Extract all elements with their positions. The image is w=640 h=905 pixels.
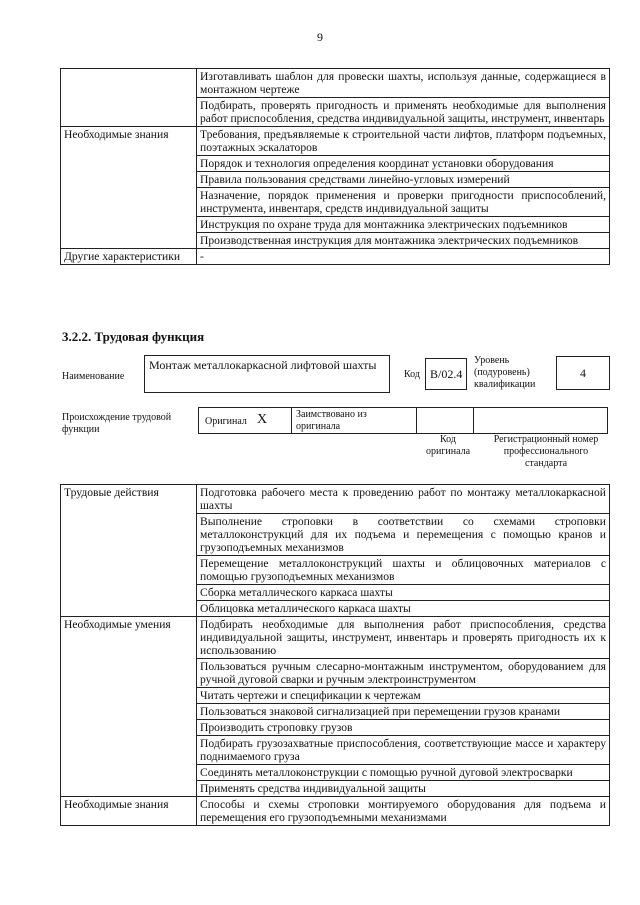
table-cell: Читать чертежи и спецификации к чертежам [197,688,610,704]
table-cell: - [197,249,610,265]
reg-number-cell [474,408,608,433]
table-cell: Подбирать, проверять пригодность и применять необходимые для выполнения работ приспособления, средства индивидуальной защиты, инструмент, инвентарь [197,98,610,127]
table-row [61,127,610,156]
page-number: 9 [317,30,323,44]
table-row [61,617,610,659]
table-cell: Применять средства индивидуальной защиты [197,781,610,797]
table-row [61,797,610,826]
level-value-box [556,356,610,390]
table-cell: Производить строповку грузов [197,720,610,736]
table-cell: Выполнение строповки в соответствии со схемами строповки металлоконструкций для их подъема и перемещения с помощью кранов и грузоподъемных механизмов [197,514,610,556]
level-label: Уровень (подуровень) квалификации [474,355,536,390]
origin-row [198,407,608,434]
reg-caption: Регистрационный номер профессионального стандарта [493,434,599,469]
row-header: Необходимые умения [61,617,197,797]
original-cell [198,408,292,433]
original-mark: X [257,412,268,427]
table-row [61,69,610,98]
table-cell: Назначение, порядок применения и проверки пригодности приспособлений, инструмента, инвентаря, средств индивидуальной защиты [197,188,610,217]
borrowed-label: Заимствовано из оригинала [296,409,367,432]
code-value-box [425,358,467,390]
name-value: Монтаж металлокаркасной лифтовой шахты [149,358,377,372]
row-header: Трудовые действия [61,485,197,617]
labor-function-table [60,484,610,826]
name-value-box [144,355,390,393]
table-cell: Правила пользования средствами линейно-угловых измерений [197,172,610,188]
code-caption: Код оригинала [425,434,471,457]
table-cell: Подбирать грузозахватные приспособления, соответствующие массе и характеру поднимаемого груза [197,736,610,765]
code-value: B/02.4 [430,367,463,381]
origin-label: Происхождение трудовой функции [62,412,172,435]
origin-code-cell [417,408,474,433]
table-cell: Сборка металлического каркаса шахты [197,585,610,601]
original-label: Оригинал [205,416,247,427]
table2-body [61,485,610,826]
table1-body [61,69,610,265]
table-row [61,485,610,514]
row-header: Необходимые знания [61,127,197,249]
row-header: Необходимые знания [61,797,197,826]
table-cell: Соединять металлоконструкции с помощью ручной дуговой электросварки [197,765,610,781]
table-cell: Пользоваться знаковой сигнализацией при перемещении грузов кранами [197,704,610,720]
level-value: 4 [580,366,586,380]
table-cell: Требования, предъявляемые к строительной части лифтов, платформ подъемных, поэтажных эскалаторов [197,127,610,156]
table-cell: Порядок и технология определения координат установки оборудования [197,156,610,172]
table-cell: Изготавливать шаблон для провески шахты, используя данные, содержащиеся в монтажном чертеже [197,69,610,98]
competency-table-continued [60,68,610,265]
table-row [61,249,610,265]
row-header [61,69,197,127]
table-cell: Инструкция по охране труда для монтажника электрических подъемников [197,217,610,233]
table-cell: Облицовка металлического каркаса шахты [197,601,610,617]
table-cell: Пользоваться ручным слесарно-монтажным инструментом, оборудованием для ручной дуговой сварки и ручным электроинструментом [197,659,610,688]
row-header: Другие характеристики [61,249,197,265]
table-cell: Производственная инструкция для монтажника электрических подъемников [197,233,610,249]
table-cell: Подготовка рабочего места к проведению работ по монтажу металлокаркасной шахты [197,485,610,514]
table-cell: Подбирать необходимые для выполнения работ приспособления, средства индивидуальной защиты, инструмент, инвентарь и проверять пригодность их к использованию [197,617,610,659]
table-cell: Способы и схемы строповки монтируемого оборудования для подъема и перемещения его грузоподъемными механизмами [197,797,610,826]
section-title: 3.2.2. Трудовая функция [62,329,205,344]
name-label: Наименование [62,371,125,382]
borrowed-cell [292,408,417,433]
table-cell: Перемещение металлоконструкций шахты и облицовочных материалов с помощью грузоподъемных механизмов [197,556,610,585]
code-label: Код [404,369,420,380]
